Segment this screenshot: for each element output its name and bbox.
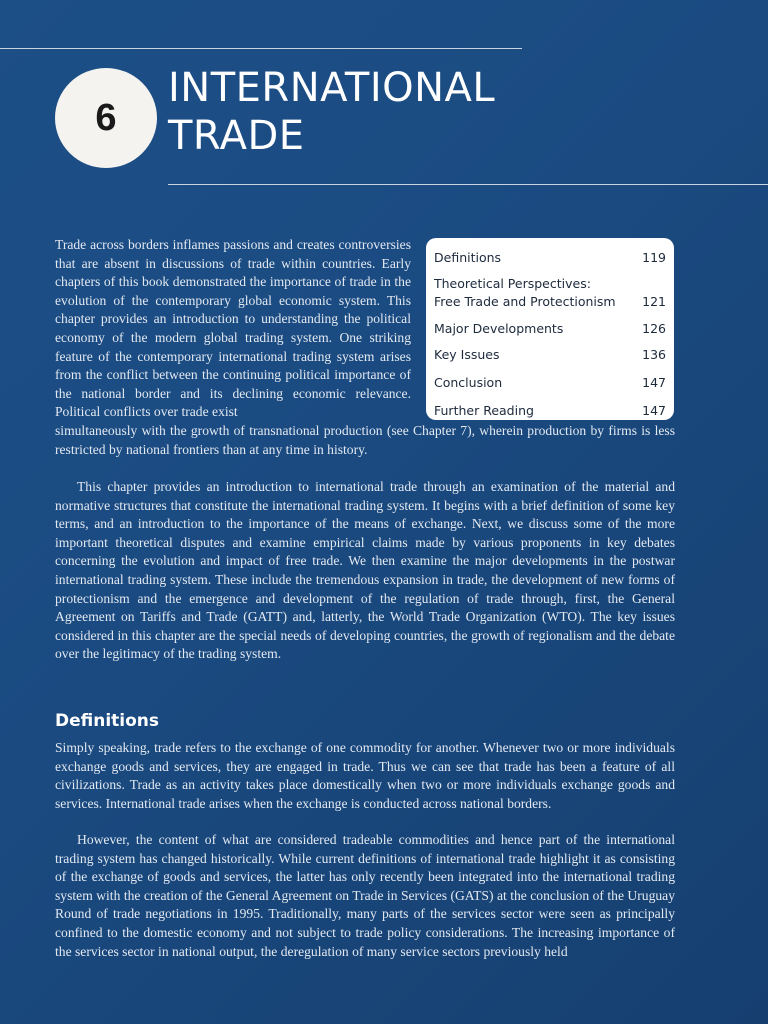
chapter-overview-paragraph: This chapter provides an introduction to international trade through an examination of the material and normative structures that constitute the international trading system. It begins with a brief definition of some key terms, and an introduction to the importance of the means of exchange. Next, we discuss some of the more important theoretical disputes and examine empirical claims made by various proponents in key debates concerning the evolution and impact of free trade. We then examine the major developments in the postwar international trading system. These include the tremendous expansion in trade, the development of new forms of protectionism and the emergence and development of the regulation of trade through, first, the General Agreement on Tariffs and Trade (GATT) and, latterly, the World Trade Organization (WTO). The key issues considered in this chapter are the special needs of developing countries, the growth of regionalism and the debate over the legitimacy of the trading system. — [55, 479, 675, 662]
toc-item-page: 121 — [642, 294, 666, 309]
top-rule — [0, 48, 522, 49]
toc-item-label: Definitions — [434, 250, 502, 265]
title-rule — [168, 184, 768, 185]
chapter-title-line1: INTERNATIONAL — [168, 65, 496, 111]
toc-item-label: Further Reading — [434, 403, 534, 418]
toc-item-label: Conclusion — [434, 375, 503, 390]
chapter-number: 6 — [95, 96, 117, 139]
toc-item-page: 126 — [642, 321, 666, 336]
toc-item-page: 147 — [642, 375, 666, 390]
toc-item — [434, 336, 666, 362]
toc-item-label: Free Trade and Protectionism — [434, 294, 616, 309]
intro-paragraph-continued: simultaneously with the growth of transnational production (see Chapter 7), wherein production by firms is less restricted by national frontiers than at any time in history. — [55, 423, 675, 457]
definitions-paragraph-1: Simply speaking, trade refers to the exchange of one commodity for another. Whenever two or more individuals exchange goods and services, they are engaged in trade. Thus we can see that trade has been a feature of all civilizations. Trade as an activity takes place domestically when two or more individuals exchange goods and services. International trade arises when the exchange is conducted across national borders. — [55, 740, 675, 811]
toc-item-page: 119 — [642, 250, 666, 265]
intro-paragraph: Trade across borders inflames passions and creates controversies that are absent in discussions of trade within countries. Early chapters of this book demonstrated the importance of trade in the evolution of the contemporary global economic system. This chapter provides an introduction to understanding the political economy of the modern global trading system. One striking feature of the contemporary international trading system arises from the conflict between the continuing political importance of the national border and its declining economic relevance. Political conflicts over trade exist — [55, 237, 411, 420]
toc-item — [434, 269, 666, 291]
toc-item-label: Major Developments — [434, 321, 564, 336]
chapter-title — [168, 64, 568, 160]
toc-item-page: 147 — [642, 403, 666, 418]
definitions-paragraph-2: However, the content of what are considered tradeable commodities and hence part of the international trading system has changed historically. While current definitions of international trade highlight it as consisting of the exchange of goods and services, the latter has only recently been integrated into the international trading system with the creation of the General Agreement on Trade in Services (GATS) at the conclusion of the Uruguay Round of trade negotiations in 1995. Traditionally, many parts of the services sector were seen as principally confined to the domestic economy and not subject to trade policy considerations. The increasing importance of the services sector in national output, the deregulation of many service sectors previously held — [55, 832, 675, 959]
toc-item — [434, 390, 666, 418]
toc-item-page: 136 — [642, 347, 666, 362]
toc-item — [434, 362, 666, 390]
toc-item — [434, 309, 666, 336]
toc-item-label: Theoretical Perspectives: — [434, 276, 591, 291]
chapter-contents-box — [426, 238, 674, 420]
toc-item — [434, 291, 666, 309]
chapter-number-badge — [55, 68, 157, 168]
toc-item-label: Key Issues — [434, 347, 500, 362]
section-heading: Definitions — [55, 711, 160, 731]
toc-item — [434, 243, 666, 265]
chapter-title-line2: TRADE — [168, 113, 305, 159]
